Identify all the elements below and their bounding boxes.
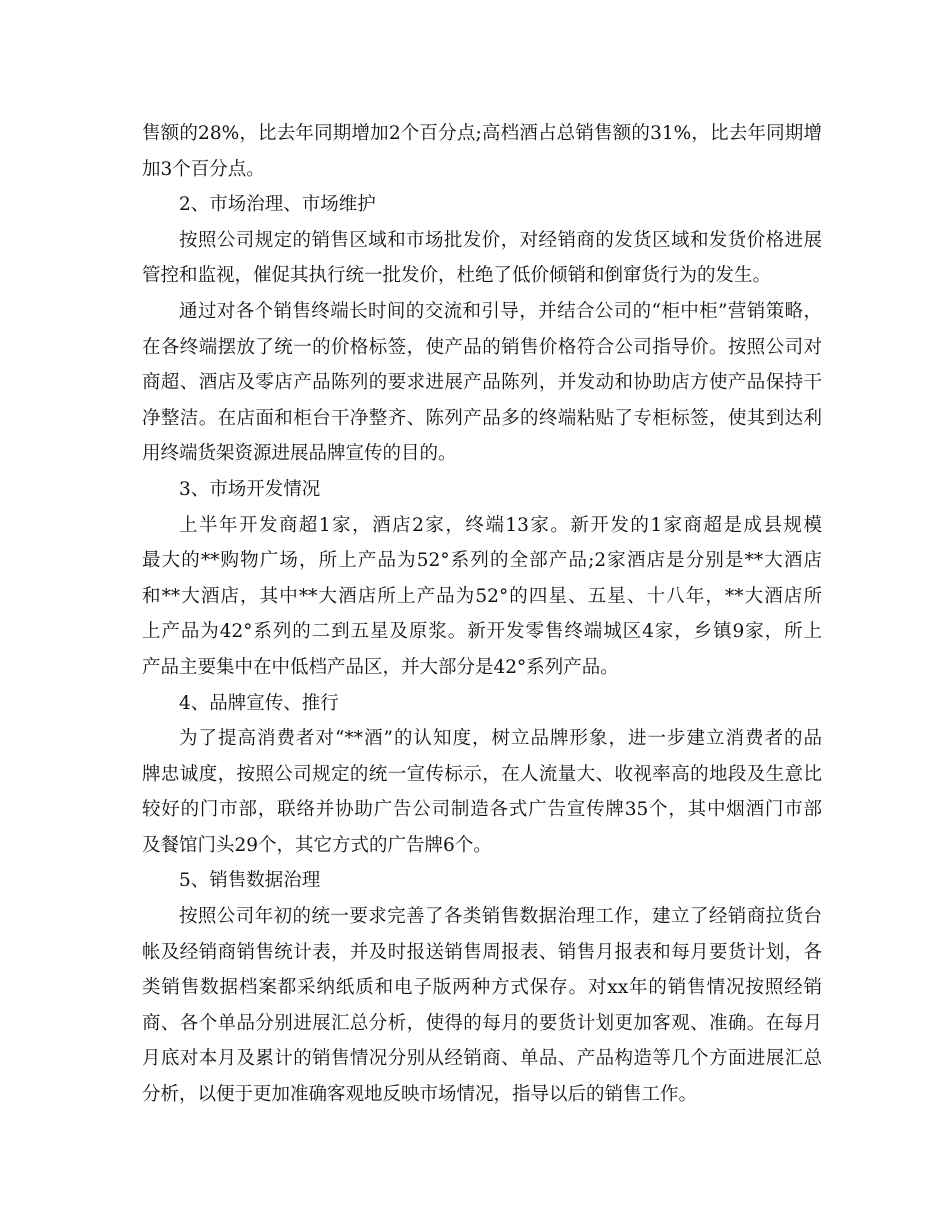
paragraph-market-development (142, 508, 822, 686)
paragraph-brand-promotion (142, 721, 822, 863)
text-line: 按照公司规定的销售区域和市场批发价，对经销商的发货区域和发货价格进展 (179, 229, 822, 251)
text-line: 牌忠诚度，按照公司规定的统一宣传标示，在人流量大、收视率高的地段及生意比 (142, 763, 822, 785)
text-line: 用终端货架资源进展品牌宣传的目的。 (142, 443, 457, 465)
text-line: 较好的门市部，联络并协助广告公司制造各式广告宣传牌35个，其中烟酒门市部 (142, 799, 822, 821)
text-line: 在各终端摆放了统一的价格标签，使产品的销售价格符合公司指导价。按照公司对 (142, 336, 822, 358)
text-line: 最大的**购物广场，所上产品为52°系列的全部产品;2家酒店是分别是**大酒店 (142, 550, 822, 572)
section-heading-brand-promotion: 4、品牌宣传、推行 (179, 692, 339, 714)
text-line: 和**大酒店，其中**大酒店所上产品为52°的四星、五星、十八年，**大酒店所 (142, 585, 822, 607)
text-line: 帐及经销商销售统计表，并及时报送销售周报表、销售月报表和每月要货计划，各 (142, 941, 822, 963)
paragraph-terminal-display (142, 294, 822, 472)
text-line: 商、各个单品分别进展汇总分析，使得的每月的要货计划更加客观、准确。在每月 (142, 1012, 822, 1034)
text-line: 类销售数据档案都采纳纸质和电子版两种方式保存。对xx年的销售情况按照经销 (142, 977, 822, 999)
text-line: 为了提高消费者对“**酒”的认知度，树立品牌形象，进一步建立消费者的品 (179, 728, 822, 750)
text-line: 通过对各个销售终端长时间的交流和引导，并结合公司的“柜中柜”营销策略， (179, 300, 822, 322)
document-page (142, 116, 822, 1113)
text-line: 净整洁。在店面和柜台干净整齐、陈列产品多的终端粘贴了专柜标签，使其到达利 (142, 407, 822, 429)
section-heading-market-management: 2、市场治理、市场维护 (179, 194, 376, 216)
text-line: 产品主要集中在中低档产品区，并大部分是42°系列产品。 (142, 656, 619, 678)
paragraph-market-control (142, 223, 822, 294)
text-line: 及餐馆门头29个，其它方式的广告牌6个。 (142, 834, 492, 856)
text-line: 月底对本月及累计的销售情况分别从经销商、单品、产品构造等几个方面进展汇总 (142, 1048, 822, 1070)
text-line: 上半年开发商超1家，酒店2家，终端13家。新开发的1家商超是成县规模 (179, 514, 822, 536)
paragraph-sales-data (142, 899, 822, 1113)
text-line: 售额的28%，比去年同期增加2个百分点;高档酒占总销售额的31%，比去年同期增 (142, 123, 822, 144)
paragraph-sales-share (142, 116, 822, 187)
text-line: 上产品为42°系列的二到五星及原浆。新开发零售终端城区4家，乡镇9家，所上 (142, 621, 822, 643)
text-line: 按照公司年初的统一要求完善了各类销售数据治理工作，建立了经销商拉货台 (179, 906, 822, 928)
section-heading-market-development: 3、市场开发情况 (179, 478, 321, 500)
text-line: 商超、酒店及零店产品陈列的要求进展产品陈列，并发动和协助店方使产品保持干 (142, 372, 822, 394)
section-heading-sales-data: 5、销售数据治理 (179, 870, 321, 892)
text-line: 加3个百分点。 (142, 158, 265, 180)
text-line: 分析，以便于更加准确客观地反映市场情况，指导以后的销售工作。 (142, 1084, 698, 1106)
text-line: 管控和监视，催促其执行统一批发价，杜绝了低价倾销和倒窜货行为的发生。 (142, 265, 772, 287)
